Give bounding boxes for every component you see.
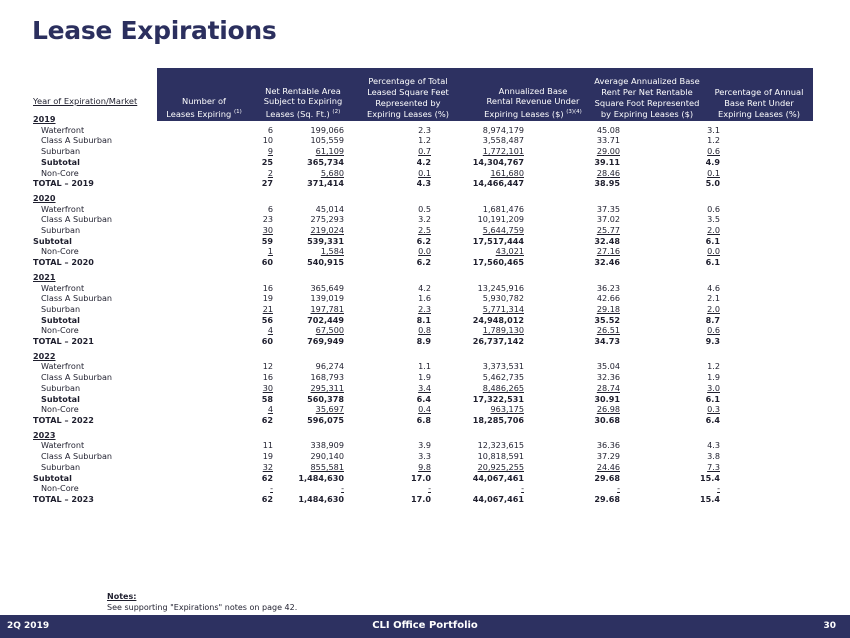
column-header-line: Rental Revenue Under — [486, 96, 580, 107]
value-cell: 3,373,531 — [482, 361, 524, 372]
value-cell: 23 — [262, 214, 273, 225]
column-header-line: Base Rent Under — [724, 98, 794, 109]
value-cell: 37.02 — [596, 214, 620, 225]
value-cell: 38.95 — [594, 178, 620, 189]
table-row — [33, 361, 720, 372]
column-header-line: Subject to Expiring — [263, 96, 343, 107]
value-cell: 3.5 — [707, 214, 720, 225]
value-cell: 96,274 — [315, 361, 344, 372]
subtotal-row — [33, 157, 720, 168]
market-label: TOTAL – 2022 — [33, 414, 94, 425]
value-cell: 8,486,265 — [482, 382, 524, 393]
market-label: Subtotal — [41, 314, 80, 325]
table-row — [33, 372, 720, 383]
value-cell: 56 — [261, 314, 273, 325]
value-cell: 61,109 — [315, 146, 344, 157]
value-cell: 0.1 — [707, 167, 720, 178]
total-row — [33, 494, 720, 505]
value-cell: - — [341, 483, 344, 494]
value-cell: 62 — [261, 493, 273, 504]
value-cell: 1 — [267, 246, 273, 257]
value-cell: 1,681,476 — [482, 203, 524, 214]
table-row — [33, 325, 720, 336]
value-cell: 59 — [261, 235, 273, 246]
value-cell: 11 — [262, 440, 273, 451]
value-cell: 33.71 — [596, 135, 620, 146]
table-row — [33, 168, 720, 179]
value-cell: 25.77 — [596, 225, 620, 236]
value-cell: 5.0 — [705, 178, 720, 189]
value-cell: 199,066 — [310, 124, 344, 135]
value-cell: 1,789,130 — [482, 325, 524, 336]
value-cell: 0.1 — [418, 167, 431, 178]
value-cell: 4.2 — [416, 156, 431, 167]
value-cell: 139,019 — [310, 293, 344, 304]
market-label: Non-Core — [41, 167, 79, 178]
value-cell: 1.2 — [707, 135, 720, 146]
footnote-marker: (2) — [332, 109, 341, 116]
market-label: Subtotal — [41, 156, 80, 167]
value-cell: 45,014 — [315, 203, 344, 214]
value-cell: 5,680 — [320, 167, 344, 178]
subtotal-row — [33, 236, 720, 247]
value-cell: 10,818,591 — [477, 451, 524, 462]
table-row — [33, 383, 720, 394]
market-label: TOTAL – 2019 — [33, 178, 94, 189]
value-cell: 8.7 — [705, 314, 720, 325]
value-cell: 58 — [261, 393, 273, 404]
market-label: Subtotal — [33, 472, 72, 483]
value-cell: 60 — [261, 257, 273, 268]
value-cell: 6.1 — [705, 235, 720, 246]
value-cell: 29.00 — [596, 146, 620, 157]
value-cell: 14,466,447 — [472, 178, 524, 189]
value-cell: 0.4 — [418, 404, 431, 415]
value-cell: 7.3 — [707, 461, 720, 472]
value-cell: 963,175 — [490, 404, 524, 415]
subtotal-row — [33, 315, 720, 326]
market-label: Waterfront — [41, 361, 85, 372]
value-cell: 4.2 — [418, 282, 431, 293]
footer-title: CLI Office Portfolio — [372, 620, 478, 631]
column-header-line: Leases Expiring $^{(1)}$ — [166, 109, 242, 120]
value-cell: 769,949 — [307, 336, 344, 347]
value-cell: 6 — [267, 203, 273, 214]
value-cell: 1.9 — [418, 372, 431, 383]
value-cell: 37.29 — [596, 451, 620, 462]
market-label: Non-Core — [41, 325, 79, 336]
value-cell: - — [428, 483, 431, 494]
market-label: Class A Suburban — [41, 293, 113, 304]
value-cell: 32 — [262, 461, 273, 472]
value-cell: 2.1 — [707, 293, 720, 304]
value-cell: 10 — [262, 135, 273, 146]
value-cell: 2.0 — [707, 225, 720, 236]
value-cell: 1.1 — [418, 361, 431, 372]
year-market-header: Year of Expiration/Market — [33, 96, 138, 106]
market-label: Suburban — [41, 225, 81, 236]
value-cell: 0.5 — [418, 203, 431, 214]
footnote-marker: (1) — [233, 109, 242, 116]
value-cell: 275,293 — [310, 214, 344, 225]
value-cell: 0.7 — [418, 146, 431, 157]
value-cell: 3.8 — [707, 451, 720, 462]
market-label: Class A Suburban — [41, 372, 113, 383]
value-cell: - — [717, 483, 720, 494]
table-row — [33, 214, 720, 225]
value-cell: 1.2 — [707, 361, 720, 372]
column-header-line: Net Rentable Area — [265, 85, 341, 96]
value-cell: 67,500 — [315, 325, 344, 336]
table-row — [33, 146, 720, 157]
value-cell: 32.48 — [594, 235, 620, 246]
year-row — [33, 272, 720, 283]
table-row — [33, 125, 720, 136]
value-cell: 2.3 — [418, 124, 431, 135]
value-cell: 27.16 — [596, 246, 620, 257]
value-cell: 3.9 — [418, 440, 431, 451]
table-row — [33, 304, 720, 315]
market-label: TOTAL – 2023 — [33, 493, 94, 504]
value-cell: 12,323,615 — [477, 440, 524, 451]
value-cell: 4.9 — [705, 156, 720, 167]
value-cell: 2.3 — [418, 303, 431, 314]
value-cell: 17.0 — [411, 472, 431, 483]
value-cell: 16 — [262, 282, 273, 293]
value-cell: 60 — [261, 336, 273, 347]
value-cell: 29.68 — [594, 493, 620, 504]
column-header-line: Number of — [182, 96, 226, 107]
total-row — [33, 178, 720, 189]
value-cell: 10,191,209 — [477, 214, 524, 225]
column-header-5 — [586, 70, 708, 120]
value-cell: 29.68 — [594, 472, 620, 483]
column-header-line: Leased Square Feet — [367, 87, 449, 98]
column-header-line: Annualized Base — [498, 85, 568, 96]
column-header-line: Leases (Sq. Ft.) $^{(2)}$ — [265, 109, 341, 120]
value-cell: 24,948,012 — [472, 314, 524, 325]
column-header-line: Percentage of Total — [368, 76, 448, 87]
value-cell: 3.0 — [707, 382, 720, 393]
column-header-1 — [158, 70, 250, 120]
value-cell: 6.4 — [416, 393, 431, 404]
value-cell: 35,697 — [315, 404, 344, 415]
value-cell: 6.1 — [705, 393, 720, 404]
value-cell: 4.6 — [707, 282, 720, 293]
value-cell: 3.3 — [418, 451, 431, 462]
notes-heading: Notes: — [107, 592, 137, 601]
value-cell: 3,558,487 — [482, 135, 524, 146]
total-row — [33, 257, 720, 268]
value-cell: 0.6 — [707, 146, 720, 157]
total-row — [33, 415, 720, 426]
value-cell: 338,909 — [310, 440, 344, 451]
value-cell: 45.08 — [596, 124, 620, 135]
value-cell: 25 — [261, 156, 273, 167]
value-cell: 8,974,179 — [482, 124, 524, 135]
table-row — [33, 135, 720, 146]
year-label: 2019 — [33, 114, 56, 124]
subtotal-row — [33, 394, 720, 405]
value-cell: 371,414 — [307, 178, 344, 189]
value-cell: 0.3 — [707, 404, 720, 415]
table-row — [33, 440, 720, 451]
value-cell: 30 — [262, 382, 273, 393]
year-row — [33, 193, 720, 204]
value-cell: 5,771,314 — [482, 303, 524, 314]
market-label: Suburban — [41, 146, 81, 157]
value-cell: 1,484,630 — [298, 493, 344, 504]
table-row — [33, 404, 720, 415]
year-row — [33, 114, 720, 125]
value-cell: - — [270, 483, 273, 494]
market-label: Waterfront — [41, 124, 85, 135]
footnote-marker: (3)(4) — [566, 109, 582, 116]
value-cell: 197,781 — [310, 303, 344, 314]
column-header-line: Expiring Leases (%) — [717, 109, 800, 120]
value-cell: 27 — [261, 178, 273, 189]
column-header-line: Square Foot Represented — [594, 98, 700, 109]
value-cell: 30.91 — [594, 393, 620, 404]
value-cell: 1,772,101 — [482, 146, 524, 157]
year-label: 2022 — [33, 350, 56, 361]
value-cell: 8.1 — [416, 314, 431, 325]
value-cell: 365,734 — [307, 156, 344, 167]
value-cell: 0.6 — [707, 325, 720, 336]
market-label: Class A Suburban — [41, 135, 113, 146]
market-label: Waterfront — [41, 203, 85, 214]
value-cell: 17,517,444 — [472, 235, 524, 246]
value-cell: 43,021 — [495, 246, 524, 257]
value-cell: 18,285,706 — [472, 414, 524, 425]
column-header-4 — [474, 70, 592, 120]
value-cell: 596,075 — [307, 414, 344, 425]
value-cell: 4 — [267, 325, 273, 336]
table-row — [33, 246, 720, 257]
column-header-line: Rent Per Net Rentable — [601, 87, 693, 98]
value-cell: 32.36 — [596, 372, 620, 383]
market-label: Suburban — [41, 303, 81, 314]
lease-expirations-table — [33, 114, 720, 505]
value-cell: 17,322,531 — [472, 393, 524, 404]
value-cell: 1.9 — [707, 372, 720, 383]
market-label: Waterfront — [41, 282, 85, 293]
value-cell: 19 — [262, 451, 273, 462]
value-cell: 365,649 — [310, 282, 344, 293]
value-cell: 539,331 — [307, 235, 344, 246]
table-row — [33, 451, 720, 462]
value-cell: 295,311 — [310, 382, 344, 393]
value-cell: 3.2 — [418, 214, 431, 225]
value-cell: 2.5 — [418, 225, 431, 236]
value-cell: 28.74 — [596, 382, 620, 393]
market-label: Non-Core — [41, 404, 79, 415]
market-label: Suburban — [41, 382, 81, 393]
value-cell: 17,560,465 — [472, 257, 524, 268]
value-cell: 13,245,916 — [477, 282, 524, 293]
value-cell: 37.35 — [596, 203, 620, 214]
value-cell: 32.46 — [594, 257, 620, 268]
table-row — [33, 483, 720, 494]
value-cell: 34.73 — [594, 336, 620, 347]
value-cell: 36.36 — [596, 440, 620, 451]
value-cell: 2 — [267, 167, 273, 178]
value-cell: 26.98 — [596, 404, 620, 415]
column-header-line: Percentage of Annual — [714, 87, 804, 98]
value-cell: 5,930,782 — [482, 293, 524, 304]
market-label: Non-Core — [41, 483, 79, 494]
value-cell: 44,067,461 — [472, 472, 524, 483]
value-cell: 20,925,255 — [477, 461, 524, 472]
value-cell: 5,644,759 — [482, 225, 524, 236]
market-label: Suburban — [41, 461, 81, 472]
column-header-line: Expiring Leases (%) — [366, 109, 449, 120]
value-cell: 42.66 — [596, 293, 620, 304]
column-header-2 — [252, 70, 354, 120]
value-cell: 35.04 — [596, 361, 620, 372]
value-cell: 219,024 — [310, 225, 344, 236]
value-cell: 105,559 — [310, 135, 344, 146]
value-cell: 21 — [262, 303, 273, 314]
year-label: 2023 — [33, 429, 56, 440]
value-cell: 0.0 — [707, 246, 720, 257]
value-cell: 855,581 — [310, 461, 344, 472]
value-cell: 12 — [262, 361, 273, 372]
value-cell: 1,484,630 — [298, 472, 344, 483]
notes-text: See supporting "Expirations" notes on page 42. — [107, 602, 298, 612]
value-cell: 44,067,461 — [472, 493, 524, 504]
table-row — [33, 462, 720, 473]
value-cell: 6.4 — [705, 414, 720, 425]
value-cell: 62 — [261, 414, 273, 425]
market-label: Waterfront — [41, 440, 85, 451]
value-cell: 0.0 — [418, 246, 431, 257]
value-cell: 6.2 — [416, 257, 431, 268]
value-cell: 15.4 — [700, 493, 720, 504]
value-cell: 290,140 — [310, 451, 344, 462]
footer-bar — [0, 615, 850, 638]
column-header-line: by Expiring Leases ($) — [600, 109, 694, 120]
year-row — [33, 351, 720, 362]
column-header-line: Represented by — [375, 98, 441, 109]
footer-period: 2Q 2019 — [7, 621, 50, 631]
value-cell: 0.6 — [707, 203, 720, 214]
value-cell: 161,680 — [490, 167, 524, 178]
year-label: 2021 — [33, 271, 56, 282]
value-cell: 15.4 — [700, 472, 720, 483]
page-title: Lease Expirations — [32, 16, 277, 45]
value-cell: 29.18 — [596, 303, 620, 314]
value-cell: 9.3 — [705, 336, 720, 347]
column-header-line: Average Annualized Base — [594, 76, 700, 87]
value-cell: 14,304,767 — [472, 156, 524, 167]
table-row — [33, 293, 720, 304]
value-cell: 17.0 — [411, 493, 431, 504]
subtotal-row — [33, 473, 720, 484]
value-cell: 1.2 — [418, 135, 431, 146]
notes — [107, 592, 297, 613]
total-row — [33, 336, 720, 347]
value-cell: 19 — [262, 293, 273, 304]
column-header-6 — [704, 70, 814, 120]
value-cell: 560,378 — [307, 393, 344, 404]
value-cell: 35.52 — [594, 314, 620, 325]
value-cell: 6.8 — [416, 414, 431, 425]
market-label: Subtotal — [33, 235, 72, 246]
column-header-3 — [356, 70, 460, 120]
value-cell: 24.46 — [596, 461, 620, 472]
value-cell: 8.9 — [416, 336, 431, 347]
table-row — [33, 283, 720, 294]
value-cell: 30 — [262, 225, 273, 236]
value-cell: 26,737,142 — [472, 336, 524, 347]
value-cell: 9.8 — [418, 461, 431, 472]
value-cell: 168,793 — [310, 372, 344, 383]
value-cell: 16 — [262, 372, 273, 383]
value-cell: 28.46 — [596, 167, 620, 178]
value-cell: 3.4 — [418, 382, 431, 393]
value-cell: 30.68 — [594, 414, 620, 425]
market-label: TOTAL – 2020 — [33, 257, 94, 268]
market-label: Subtotal — [41, 393, 80, 404]
value-cell: 4.3 — [416, 178, 431, 189]
year-label: 2020 — [33, 192, 56, 203]
column-header-line: Expiring Leases ($) $^{(3)(4)}$ — [484, 109, 582, 120]
value-cell: - — [617, 483, 620, 494]
value-cell: 3.1 — [707, 124, 720, 135]
value-cell: 39.11 — [594, 156, 620, 167]
value-cell: 1,584 — [320, 246, 344, 257]
value-cell: 2.0 — [707, 303, 720, 314]
value-cell: 36.23 — [596, 282, 620, 293]
value-cell: 26.51 — [596, 325, 620, 336]
table-row — [33, 225, 720, 236]
year-row — [33, 430, 720, 441]
market-label: Non-Core — [41, 246, 79, 257]
market-label: Class A Suburban — [41, 451, 113, 462]
value-cell: 6.1 — [705, 257, 720, 268]
value-cell: 6 — [267, 124, 273, 135]
value-cell: 5,462,735 — [482, 372, 524, 383]
value-cell: 6.2 — [416, 235, 431, 246]
value-cell: 540,915 — [307, 257, 344, 268]
value-cell: 4.3 — [707, 440, 720, 451]
value-cell: 702,449 — [307, 314, 344, 325]
value-cell: 1.6 — [418, 293, 431, 304]
value-cell: - — [521, 483, 524, 494]
page-number: 30 — [823, 621, 836, 631]
value-cell: 0.8 — [418, 325, 431, 336]
value-cell: 4 — [267, 404, 273, 415]
table-row — [33, 204, 720, 215]
value-cell: 9 — [267, 146, 273, 157]
market-label: TOTAL – 2021 — [33, 336, 94, 347]
market-label: Class A Suburban — [41, 214, 113, 225]
value-cell: 62 — [261, 472, 273, 483]
